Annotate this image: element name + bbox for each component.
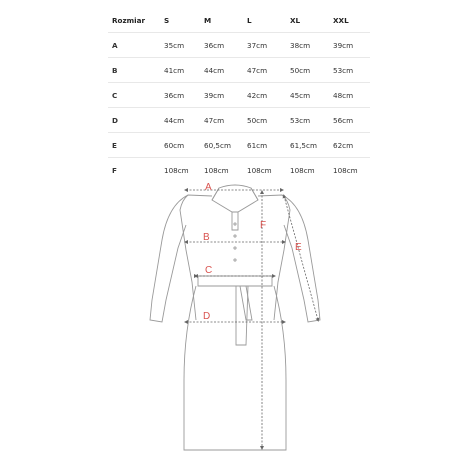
header-size-m: M xyxy=(200,8,243,33)
table-cell: 47cm xyxy=(243,58,286,83)
table-cell: 42cm xyxy=(243,83,286,108)
header-rozmiar: Rozmiar xyxy=(108,8,160,33)
measure-e-line xyxy=(284,196,318,320)
table-cell: 36cm xyxy=(200,33,243,58)
table-cell: 50cm xyxy=(243,108,286,133)
table-cell: 44cm xyxy=(200,58,243,83)
table-cell: 60,5cm xyxy=(200,133,243,158)
measure-label-d: D xyxy=(203,311,211,322)
table-cell: 108cm xyxy=(164,165,189,175)
row-label: C xyxy=(108,83,160,108)
table-cell: 37cm xyxy=(243,33,286,58)
header-size-l: L xyxy=(243,8,286,33)
table-cell: 44cm xyxy=(160,108,200,133)
measure-label-a: A xyxy=(205,182,212,193)
header-size-xl: XL xyxy=(286,8,329,33)
table-cell: 62cm xyxy=(329,133,370,158)
table-cell: 45cm xyxy=(286,83,329,108)
table-cell: 53cm xyxy=(329,58,370,83)
table-cell: 39cm xyxy=(329,33,370,58)
row-label: D xyxy=(108,108,160,133)
table-cell: 53cm xyxy=(286,108,329,133)
table-cell: 38cm xyxy=(286,33,329,58)
table-cell: 61cm xyxy=(243,133,286,158)
table-cell: 56cm xyxy=(329,108,370,133)
measure-label-f: F xyxy=(260,220,267,231)
table-cell: 108cm xyxy=(204,165,229,175)
row-label: B xyxy=(108,58,160,83)
table-cell: 60cm xyxy=(160,133,200,158)
dress-outline xyxy=(150,185,320,450)
measure-label-c: C xyxy=(205,265,213,276)
row-label: F xyxy=(112,165,117,175)
header-size-s: S xyxy=(160,8,200,33)
table-cell: 47cm xyxy=(200,108,243,133)
table-cell: 41cm xyxy=(160,58,200,83)
table-cell: 48cm xyxy=(329,83,370,108)
measure-label-e: E xyxy=(295,242,302,253)
table-cell: 108cm xyxy=(333,165,358,175)
table-cell: 108cm xyxy=(247,165,272,175)
header-size-xxl: XXL xyxy=(329,8,370,33)
table-cell: 39cm xyxy=(200,83,243,108)
table-cell: 61,5cm xyxy=(286,133,329,158)
table-cell: 108cm xyxy=(290,165,315,175)
row-label: E xyxy=(108,133,160,158)
table-cell: 36cm xyxy=(160,83,200,108)
measure-label-b: B xyxy=(203,232,210,243)
table-cell: 50cm xyxy=(286,58,329,83)
row-label: A xyxy=(108,33,160,58)
table-cell: 35cm xyxy=(160,33,200,58)
